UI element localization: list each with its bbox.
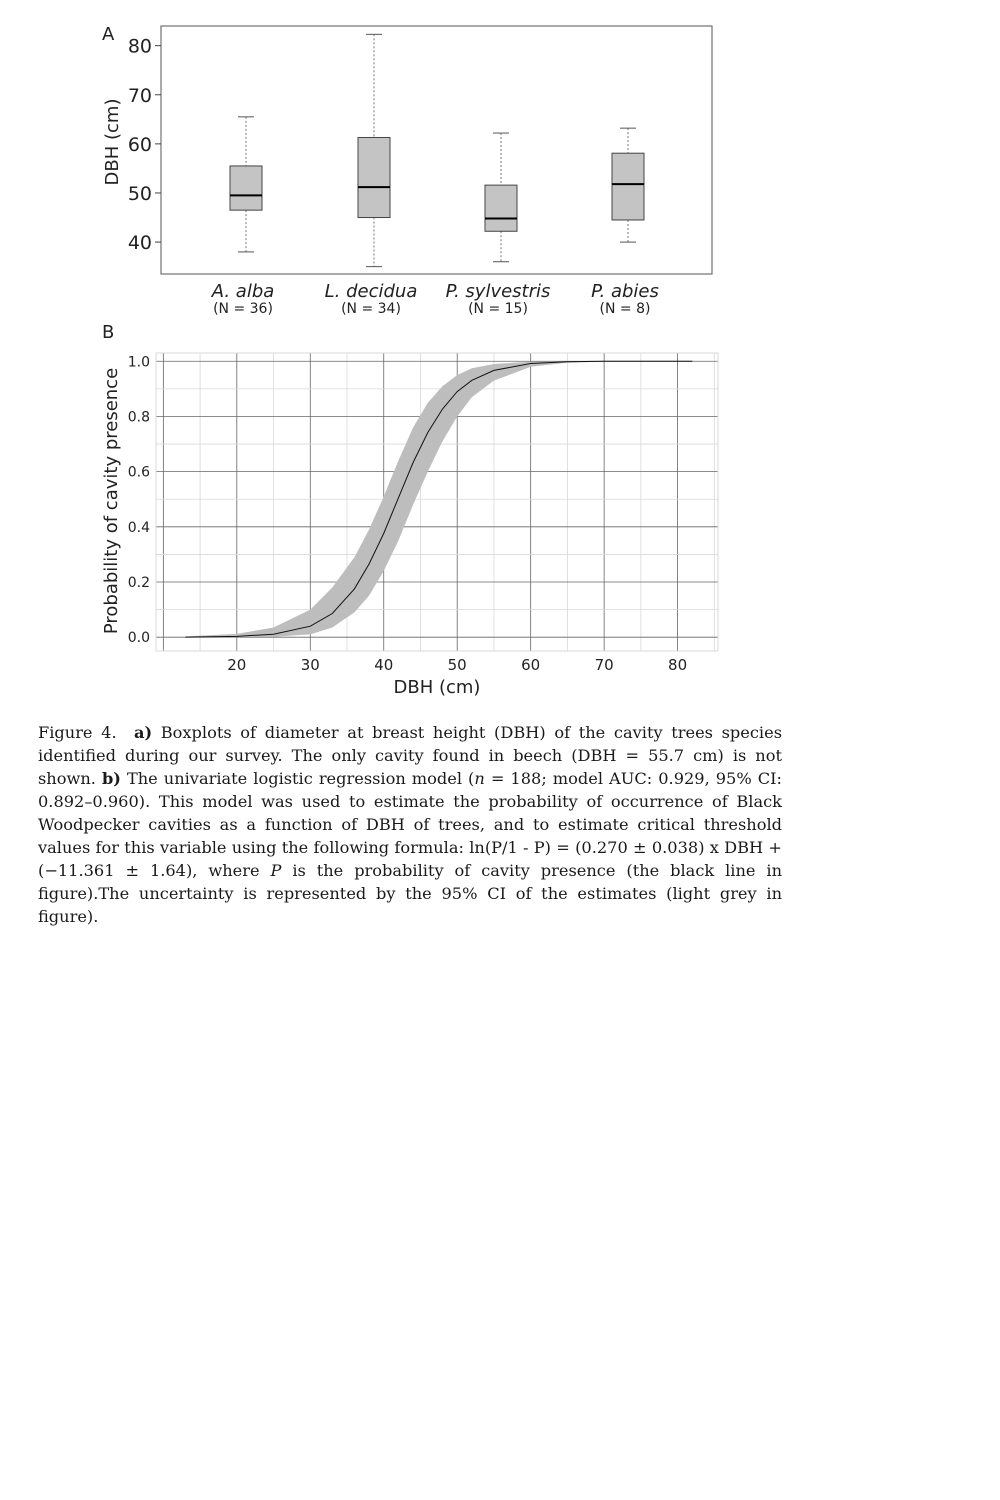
plot-frame-a bbox=[161, 26, 712, 274]
category-label: A. alba bbox=[211, 281, 275, 302]
x-tick-label-b: 60 bbox=[521, 656, 541, 674]
x-tick-label-b: 20 bbox=[227, 656, 247, 674]
x-axis-label-b: DBH (cm) bbox=[393, 677, 481, 698]
caption-b-text2: = 188; model AUC: 0.929, 95% CI: 0.892–0.960). This model was used to estimate the probability of occurrence of Black Woodpecker cavities as a function of DBH of trees, and to estimate critical threshold values for this variable using the following formula: ln(P/1 - P) = (0.270 ± 0.038) x DBH + (−11.361 ± 1.64), where bbox=[38, 769, 782, 880]
box-iqr bbox=[612, 153, 644, 220]
category-n-label: (N = 34) bbox=[341, 301, 401, 317]
x-tick-label-b: 40 bbox=[374, 656, 394, 674]
category-n-label: (N = 8) bbox=[599, 301, 651, 317]
y-tick-label-a: 80 bbox=[127, 35, 152, 58]
box-1 bbox=[358, 34, 390, 266]
caption-label: Figure 4. bbox=[38, 723, 117, 742]
caption-b-mark: b) bbox=[101, 769, 121, 788]
panel-letter-a: A bbox=[102, 24, 115, 45]
category-label: P. abies bbox=[591, 281, 659, 302]
caption-b-p: P bbox=[270, 861, 282, 880]
boxes-group bbox=[230, 34, 644, 266]
caption-b-text1: The univariate logistic regression model ( bbox=[126, 769, 475, 788]
x-tick-label-b: 80 bbox=[668, 656, 688, 674]
figure-4 bbox=[0, 0, 1000, 720]
y-tick-label-a: 40 bbox=[127, 232, 152, 255]
box-2 bbox=[485, 133, 517, 262]
y-axis-label-b: Probability of cavity presence bbox=[101, 367, 122, 635]
y-tick-label-b: 1.0 bbox=[127, 354, 150, 371]
y-tick-label-a: 70 bbox=[127, 84, 152, 107]
caption-a-mark: a) bbox=[133, 723, 153, 742]
category-n-label: (N = 15) bbox=[468, 301, 528, 317]
category-label: L. decidua bbox=[324, 281, 418, 302]
box-iqr bbox=[485, 185, 517, 231]
caption-b-n: n bbox=[474, 769, 485, 788]
box-iqr bbox=[358, 137, 390, 217]
category-n-label: (N = 36) bbox=[213, 301, 273, 317]
y-tick-label-b: 0.2 bbox=[127, 575, 150, 592]
box-0 bbox=[230, 117, 262, 252]
caption-b-text3: is the probability of cavity presence (the black line in figure).The uncertainty is represented by the 95% CI of the estimates (light grey in figure). bbox=[38, 861, 783, 926]
x-tick-label-b: 50 bbox=[447, 656, 467, 674]
category-labels-a bbox=[211, 281, 659, 317]
logistic-panel-b bbox=[101, 322, 718, 698]
figure-caption bbox=[38, 721, 782, 928]
y-tick-label-b: 0.0 bbox=[127, 630, 150, 647]
x-tick-label-b: 70 bbox=[594, 656, 614, 674]
box-iqr bbox=[230, 166, 262, 210]
y-tick-label-a: 60 bbox=[127, 133, 152, 156]
y-tick-label-b: 0.6 bbox=[127, 464, 150, 481]
category-label: P. sylvestris bbox=[445, 281, 551, 302]
x-tick-label-b: 30 bbox=[300, 656, 320, 674]
y-tick-label-b: 0.8 bbox=[127, 409, 150, 426]
y-ticks-a bbox=[128, 36, 161, 254]
caption-a-text: Boxplots of diameter at breast height (DBH) of the cavity trees species identified during our survey. The only cavity found in beech (DBH = 55.7 cm) is not shown. bbox=[38, 723, 782, 788]
y-axis-label-a: DBH (cm) bbox=[102, 98, 123, 186]
box-3 bbox=[612, 128, 644, 242]
y-tick-label-b: 0.4 bbox=[127, 519, 150, 536]
boxplot-panel-a bbox=[102, 24, 712, 317]
panel-letter-b: B bbox=[102, 322, 115, 343]
y-tick-label-a: 50 bbox=[127, 182, 152, 205]
